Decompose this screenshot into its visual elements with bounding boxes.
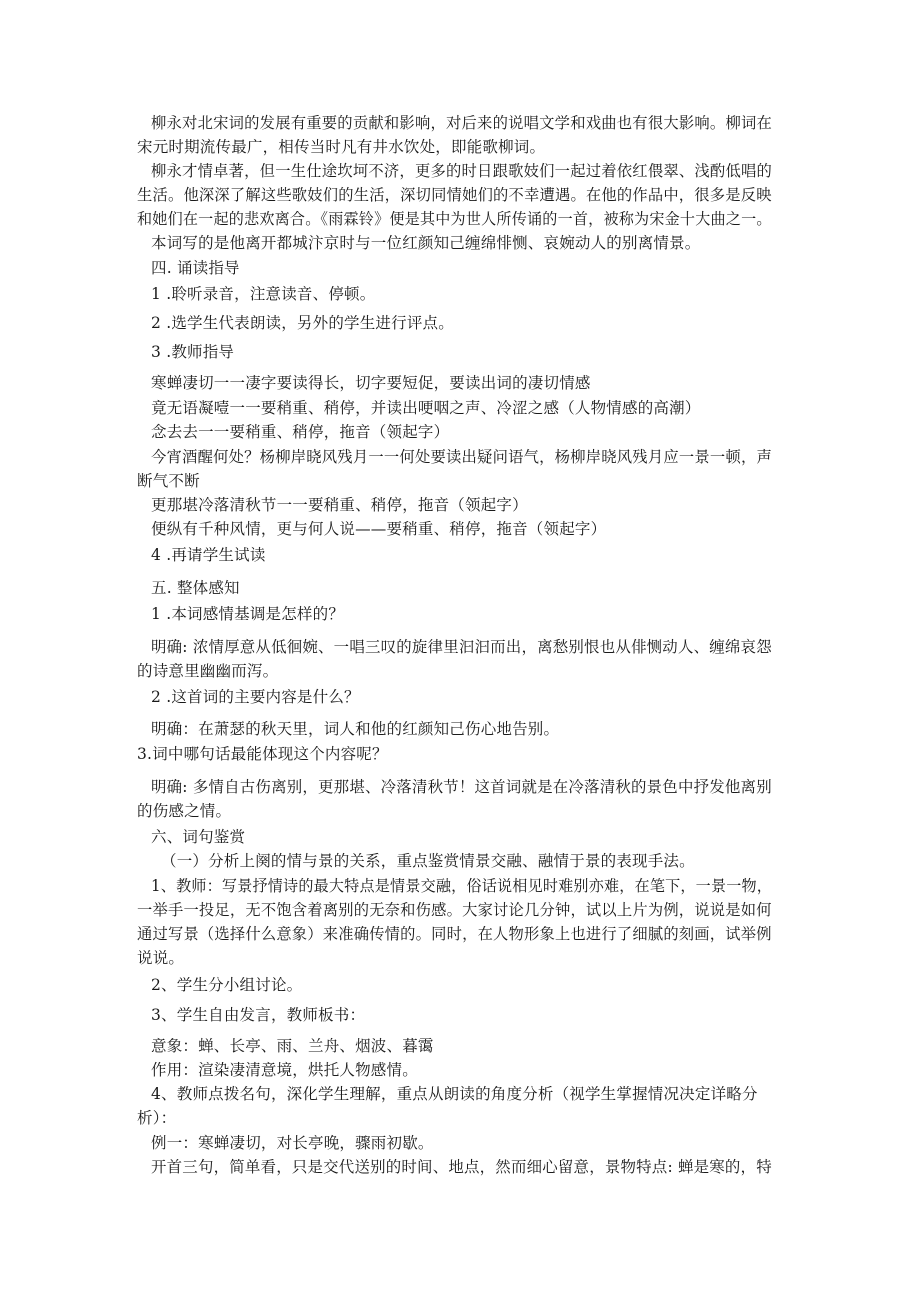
list-item: 2 .选学生代表朗读，另外的学生进行评点。 <box>151 314 454 332</box>
text-line: 生活。他深深了解这些歌妓们的生活，深切同情她们的不幸遭遇。在他的作品中，很多是反映 <box>137 186 772 204</box>
section-heading: 五. 整体感知 <box>151 579 240 597</box>
list-item: 4、教师点拨名句，深化学生理解，重点从朗读的角度分析（视学生掌握情况决定详略分 <box>151 1085 758 1103</box>
text-line: 和她们在一起的悲欢离合。《雨霖铃》便是其中为世人所传诵的一首，被称为宋金十大曲之一。 <box>137 210 772 228</box>
text-line: 意象：蝉、长亭、雨、兰舟、烟波、暮霭 <box>151 1037 434 1055</box>
list-item: 2 .这首词的主要内容是什么？ <box>151 688 360 706</box>
text-line: 一举手一投足，无不饱含着离别的无奈和伤感。大家讨论几分钟，试以上片为例，说说是如何 <box>137 901 772 919</box>
text-line: 念去去一一要稍重、稍停，拖音（领起字） <box>151 423 450 441</box>
text-line: （一）分析上阕的情与景的关系，重点鉴赏情景交融、融情于景的表现手法。 <box>161 852 695 870</box>
list-item: 3 .教师指导 <box>151 343 235 361</box>
text-line: 更那堪冷落清秋节一一要稍重、稍停，拖音（领起字） <box>151 496 528 514</box>
text-line: 柳永对北宋词的发展有重要的贡献和影响，对后来的说唱文学和戏曲也有很大影响。柳词在 <box>151 114 773 132</box>
text-line: 柳永才情卓著，但一生仕途坎坷不济，更多的时日跟歌妓们一起过着依红偎翠、浅酌低唱的 <box>151 162 773 180</box>
section-heading: 六、词句鉴赏 <box>151 828 246 846</box>
text-line: 明确: 浓情厚意从低徊婉、一唱三叹的旋律里汩汩而出，离愁别恨也从俳恻动人、缠绵哀怨 <box>151 638 772 656</box>
text-line: 今宵酒醒何处？杨柳岸晓风残月一一何处要读出疑问语气，杨柳岸晓风残月应一景一顿，声 <box>151 448 773 466</box>
text-line: 1、教师：写景抒情诗的最大特点是情景交融，俗话说相见时难别亦难，在笔下，一景一物， <box>151 877 773 895</box>
text-line: 明确: 多情自古伤离别，更那堪、冷落清秋节！这首词就是在冷落清秋的景色中抒发他离别 <box>151 778 772 796</box>
text-line: 开首三句，简单看，只是交代送别的时间、地点，然而细心留意，景物特点: 蝉是寒的，特 <box>151 1158 772 1176</box>
text-line: 竟无语凝噎一一要稍重、稍停，并读出哽咽之声、冷涩之感（人物情感的高潮） <box>151 399 701 417</box>
text-line: 寒蝉凄切一一凄字要读得长，切字要短促，要读出词的凄切情感 <box>151 374 591 392</box>
text-line: 析）： <box>137 1109 177 1127</box>
text-line: 说说。 <box>137 949 185 967</box>
text-line: 作用：渲染凄清意境，烘托人物感情。 <box>151 1061 418 1079</box>
text-line: 的伤感之情。 <box>137 802 232 820</box>
list-item: 1 .本词感情基调是怎样的？ <box>151 605 345 623</box>
list-item: 3、学生自由发言，教师板书： <box>151 1006 366 1024</box>
text-line: 宋元时期流传最广，相传当时凡有井水饮处，即能歌柳词。 <box>137 138 546 156</box>
list-item: 1 .聆听录音，注意读音、停顿。 <box>151 285 376 303</box>
text-line: 本词写的是他离开都城汴京时与一位红颜知己缠绵悱恻、哀婉动人的别离情景。 <box>151 234 701 252</box>
section-heading: 四. 诵读指导 <box>151 259 240 277</box>
text-line: 通过写景（选择什么意象）来准确传情的。同时，在人物形象上也进行了细腻的刻画，试举例 <box>137 925 772 943</box>
text-line: 便纵有千种风情，更与何人说——要稍重、稍停，拖音（领起字） <box>151 520 607 538</box>
list-item: 2、学生分小组讨论。 <box>151 976 303 994</box>
list-item: 3.词中哪句话最能体现这个内容呢？ <box>137 745 388 763</box>
text-line: 例一：寒蝉凄切，对长亭晚，骤雨初歇。 <box>151 1134 434 1152</box>
text-line: 明确：在萧瑟的秋天里，词人和他的红颜知己伤心地告别。 <box>151 720 560 738</box>
list-item: 4 .再请学生试读 <box>151 546 266 564</box>
text-line: 断气不断 <box>137 472 200 490</box>
text-line: 的诗意里幽幽而泻。 <box>137 662 279 680</box>
